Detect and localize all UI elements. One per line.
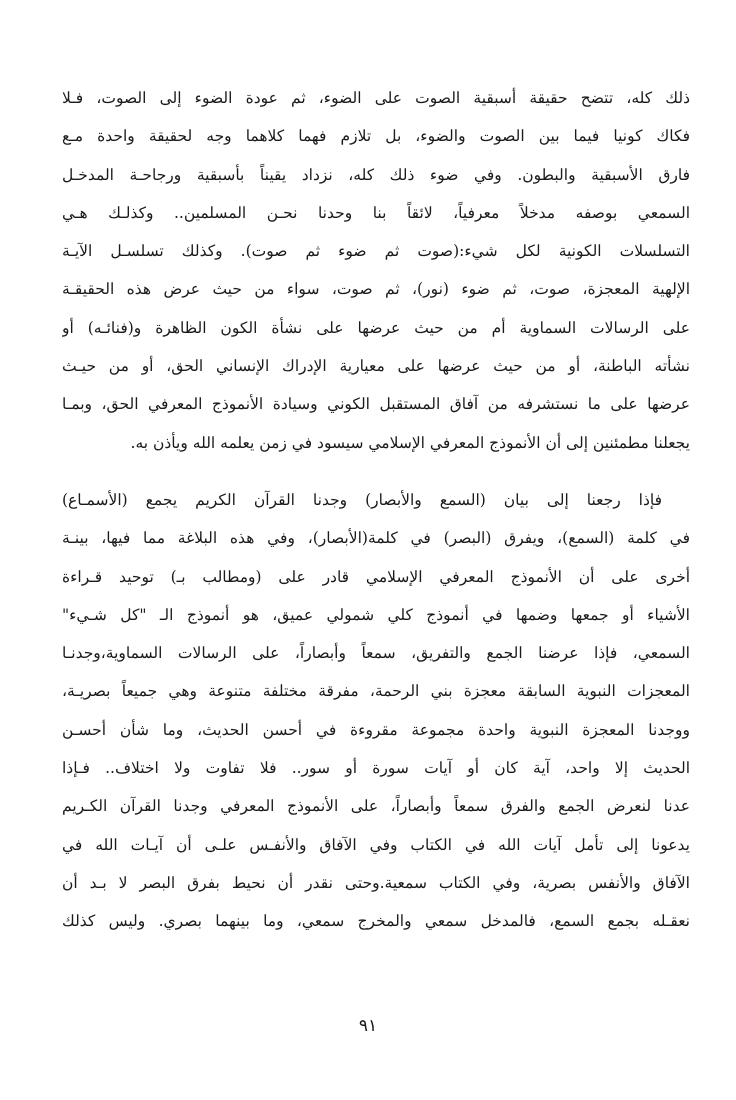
text-line: فإذا رجعنا إلى بيان (السمع والأبصار) وجدنا القرآن الكريم يجمع (الأسمـاع) [62,491,662,509]
text-line: نعقـله بجمع السمع، فالمدخل سمعي والمخرج سمعي، وما بينهما بصري. وليس كذلك [62,912,690,931]
text-line: فارق الأسبقية والبطون. وفي ضوء ذلك كله، نزداد يقيناً بأسبقية ورجاحـة المدخـل [62,165,690,184]
text-line: الأشياء أو جمعها وضمها في أنموذج كلي شمولي عميق، هو أنموذج الـ "كل شـيء" [62,605,690,624]
text-line: على الرسالات السماوية أم من حيث عرضها على نشأة الكون الظاهرة و(فنائـه) أو [62,318,690,337]
text-line: الآفاق والأنفس بصرية، وفي الكتاب سمعية.وحتى نقدر أن نحيط بفرق البصر لا بـد أن [62,873,690,892]
text-line: الحديث إلا واحد، آية كان أو آيات سورة أو سور.. فلا تفاوت ولا اختلاف.. فـإذا [62,759,690,778]
text-line: المعجزات النبوية السابقة معجزة بني الرحمة، مفرقة مختلفة متنوعة وهي جميعاً بصريـة، [62,682,690,701]
text-line: ذلك كله، تتضح حقيقة أسبقية الصوت على الضوء، ثم عودة الضوء إلى الصوت، فـلا [62,89,690,107]
paragraph-2 [62,481,690,941]
paragraph-1 [62,79,690,462]
text-line: يدعونا إلى تأمل آيات الله في الكتاب وفي الآفاق والأنفـس علـى أن آيـات الله في [62,835,690,854]
page-number: ٩١ [358,1016,378,1036]
text-line: السمعي بوصفه مدخلاً معرفياً، لائقاً بنا وحدنا نحـن المسلمين.. وكذلـك هـي [62,203,690,222]
text-line: عرضها على ما نستشرفه من آفاق المستقبل الكوني وسيادة الأنموذج المعرفي الحق، وبمـا [62,395,690,414]
text-line: أخرى على أن الأنموذج المعرفي الإسلامي قادر على (ومطالب بـ) توحيد قـراءة [62,567,690,586]
text-line: فكاك كونيا فيما بين الصوت والضوء، بل تلازم فهما كلاهما وجه لحقيقة واحدة مـع [62,127,690,146]
text-line: في كلمة (السمع)، ويفرق (البصر) في كلمة(الأبصار)، وفي هذه البلاغة مما فيها، بينـة [62,529,690,548]
text-line: السمعي، فإذا عرضنا الجمع والتفريق، سمعاً وأبصاراً، على الرسالات السماوية،وجدنـا [62,644,690,663]
text-line: التسلسلات الكونية لكل شيء:(صوت ثم ضوء ثم صوت). وكذلك تسلسـل الآيـة [62,242,690,261]
text-line: الإلهية المعجزة، صوت، ثم ضوء (نور)، ثم صوت، سواء من حيث عرض هذه الحقيقـة [62,280,690,299]
text-line: عدنا لنعرض الجمع والفرق سمعاً وأبصاراً، على الأنموذج المعرفي وجدنا القرآن الكـريم [62,797,690,816]
text-line: يجعلنا مطمئنين إلى أن الأنموذج المعرفي الإسلامي سيسود في زمن يعلمه الله ويأذن به. [130,433,690,452]
text-line: ووجدنا المعجزة النبوية واحدة مجموعة مقروءة في أحسن الحديث، وما شأن أحسـن [62,720,690,739]
text-line: نشأته الباطنة، أو من حيث عرضها على معيارية الإدراك الإنساني الحق، أو من حيـث [62,357,690,376]
